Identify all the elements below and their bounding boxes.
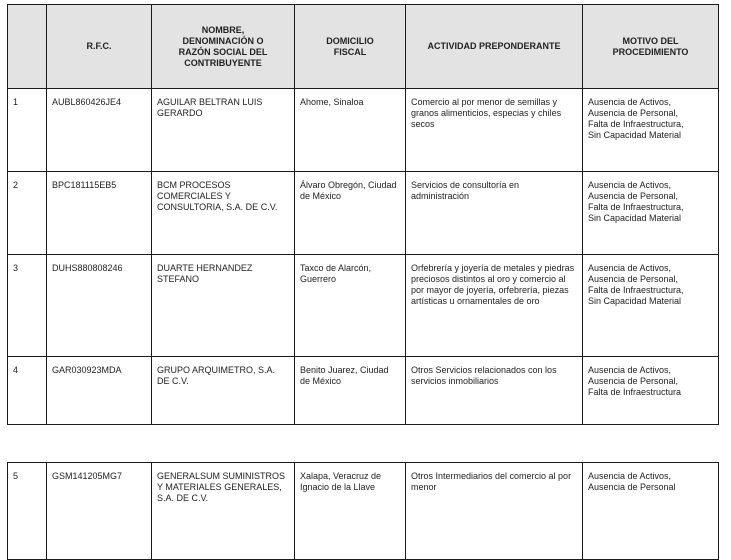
cell-rfc: AUBL860426JE4	[47, 89, 152, 172]
header-domicilio: DOMICILIO FISCAL	[295, 5, 406, 89]
table-row	[8, 357, 719, 425]
cell-domicilio: Xalapa, Veracruz de Ignacio de la Llave	[295, 463, 406, 560]
cell-motivo: Ausencia de Activos, Ausencia de Personal, Falta de Infraestructura, Sin Capacidad Material	[583, 89, 719, 172]
cell-actividad: Servicios de consultoría en administración	[406, 172, 583, 255]
cell-nombre: AGUILAR BELTRAN LUIS GERARDO	[152, 89, 295, 172]
table-header-row	[8, 5, 719, 89]
header-num	[8, 5, 47, 89]
cell-motivo: Ausencia de Activos, Ausencia de Personal, Falta de Infraestructura, Sin Capacidad Material	[583, 172, 719, 255]
table-row	[8, 463, 719, 560]
cell-domicilio: Álvaro Obregón, Ciudad de México	[295, 172, 406, 255]
cell-rfc: GSM141205MG7	[47, 463, 152, 560]
cell-nombre: GENERALSUM SUMINISTROS Y MATERIALES GENERALES, S.A. DE C.V.	[152, 463, 295, 560]
table-row	[8, 89, 719, 172]
cell-num: 5	[8, 463, 47, 560]
table-row	[8, 255, 719, 357]
table-row	[8, 172, 719, 255]
cell-nombre: GRUPO ARQUIMETRO, S.A. DE C.V.	[152, 357, 295, 425]
cell-domicilio: Ahome, Sinaloa	[295, 89, 406, 172]
taxpayer-table-continued	[7, 462, 719, 560]
header-rfc: R.F.C.	[47, 5, 152, 89]
cell-motivo: Ausencia de Activos, Ausencia de Personal, Falta de Infraestructura	[583, 357, 719, 425]
cell-actividad: Comercio al por menor de semillas y granos alimenticios, especias y chiles secos	[406, 89, 583, 172]
cell-nombre: DUARTE HERNANDEZ STEFANO	[152, 255, 295, 357]
cell-nombre: BCM PROCESOS COMERCIALES Y CONSULTORIA, S.A. DE C.V.	[152, 172, 295, 255]
cell-rfc: BPC181115EB5	[47, 172, 152, 255]
cell-num: 1	[8, 89, 47, 172]
header-nombre: NOMBRE, DENOMINACIÓN O RAZÓN SOCIAL DEL CONTRIBUYENTE	[152, 5, 295, 89]
cell-motivo: Ausencia de Activos, Ausencia de Personal, Falta de Infraestructura, Sin Capacidad Material	[583, 255, 719, 357]
cell-domicilio: Taxco de Alarcón, Guerrero	[295, 255, 406, 357]
cell-num: 3	[8, 255, 47, 357]
cell-actividad: Otros Servicios relacionados con los servicios inmobiliarios	[406, 357, 583, 425]
cell-num: 2	[8, 172, 47, 255]
cell-actividad: Otros Intermediarios del comercio al por menor	[406, 463, 583, 560]
header-actividad: ACTIVIDAD PREPONDERANTE	[406, 5, 583, 89]
cell-motivo: Ausencia de Activos, Ausencia de Personal	[583, 463, 719, 560]
cell-rfc: DUHS880808246	[47, 255, 152, 357]
header-motivo: MOTIVO DEL PROCEDIMIENTO	[583, 5, 719, 89]
cell-domicilio: Benito Juarez, Ciudad de México	[295, 357, 406, 425]
cell-rfc: GAR030923MDA	[47, 357, 152, 425]
cell-num: 4	[8, 357, 47, 425]
taxpayer-table	[7, 4, 719, 425]
cell-actividad: Orfebrería y joyería de metales y piedras preciosos distintos al oro y comercio al por mayor de joyería, orfebrería, piezas artísticas u ornamentales de oro	[406, 255, 583, 357]
